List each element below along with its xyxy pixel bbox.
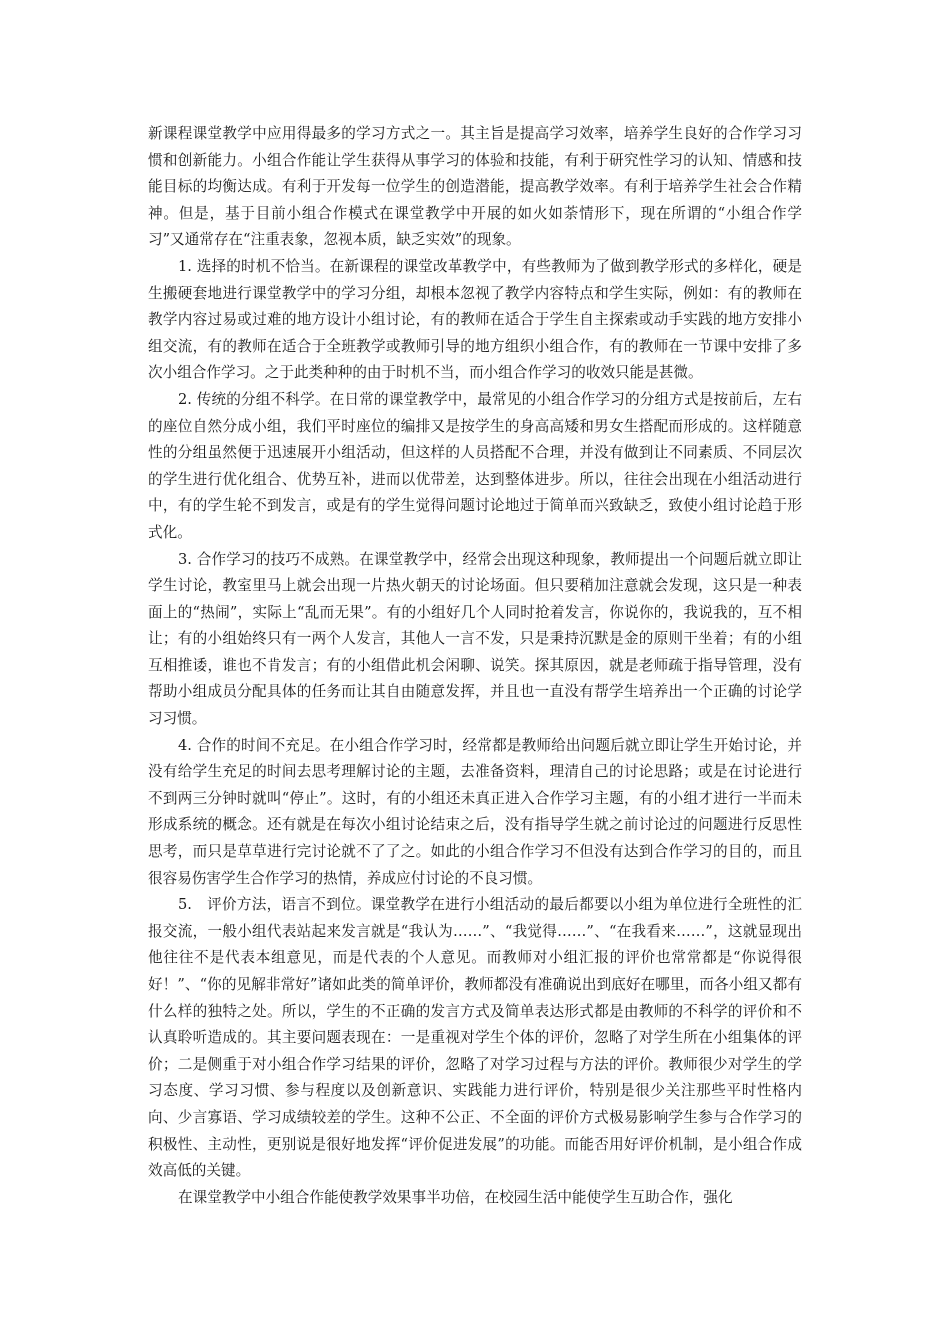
paragraph-conclusion: 在课堂教学中小组合作能使教学效果事半功倍，在校园生活中能使学生互助合作，强化: [178, 1188, 733, 1206]
paragraph-point-3: 3. 合作学习的技巧不成熟。在课堂教学中，经常会出现这种现象，教师提出一个问题后就立即让学生讨论，教室里马上就会出现一片热火朝天的讨论场面。但只要稍加注意就会发现，这只是一种表面上的“热闹”，实际上“乱而无果”。有的小组好几个人同时抢着发言，你说你的，我说我的，互不相让；有的小组始终只有一两个人发言，其他人一言不发，只是秉持沉默是金的原则干坐着；有的小组互相推诿，谁也不肯发言；有的小组借此机会闲聊、说笑。探其原因，就是老师疏于指导管理，没有帮助小组成员分配具体的任务而让其自由随意发挥，并且也一直没有帮学生培养出一个正确的讨论学习习惯。: [148, 550, 802, 728]
paragraph-intro: 新课程课堂教学中应用得最多的学习方式之一。其主旨是提高学习效率，培养学生良好的合作学习习惯和创新能力。小组合作能让学生获得从事学习的体验和技能，有利于研究性学习的认知、情感和技能目标的均衡达成。有利于开发每一位学生的创造潜能，提高教学效率。有利于培养学生社会合作精神。但是，基于目前小组合作模式在课堂教学中开展的如火如荼情形下，现在所谓的“小组合作学习”又通常存在“注重表象，忽视本质，缺乏实效”的现象。: [148, 125, 802, 249]
paragraph-point-4: 4. 合作的时间不充足。在小组合作学习时，经常都是教师给出问题后就立即让学生开始讨论，并没有给学生充足的时间去思考理解讨论的主题，去准备资料，理清自己的讨论思路；或是在讨论进行不到两三分钟时就叫“停止”。这时，有的小组还未真正进入合作学习主题，有的小组才进行一半而未形成系统的概念。还有就是在每次小组讨论结束之后，没有指导学生就之前讨论过的问题进行反思性思考，而只是草草进行完讨论就不了了之。如此的小组合作学习不但没有达到合作学习的目的，而且很容易伤害学生合作学习的热情，养成应付讨论的不良习惯。: [148, 736, 802, 887]
paragraph-point-1: 1. 选择的时机不恰当。在新课程的课堂改革教学中，有些教师为了做到教学形式的多样化，硬是生搬硬套地进行课堂教学中的学习分组，却根本忽视了教学内容特点和学生实际，例如：有的教师在教学内容过易或过难的地方设计小组讨论，有的教师在适合于学生自主探索或动手实践的地方安排小组交流，有的教师在适合于全班教学或教师引导的地方组织小组合作，有的教师在一节课中安排了多次小组合作学习。之于此类种种的由于时机不当，而小组合作学习的收效只能是甚微。: [148, 257, 802, 382]
paragraph-point-5: 5. 评价方法，语言不到位。课堂教学在进行小组活动的最后都要以小组为单位进行全班性的汇报交流，一般小组代表站起来发言就是“我认为……”、“我觉得……”、“在我看来……”，这就显现出他往往不是代表本组意见，而是代表的个人意见。而教师对小组汇报的评价也常常都是“你说得很好！”、“你的见解非常好”诸如此类的简单评价，教师都没有准确说出到底好在哪里，而各小组又都有什么样的独特之处。所以，学生的不正确的发言方式及简单表达形式都是由教师的不科学的评价和不认真聆听造成的。其主要问题表现在：一是重视对学生个体的评价，忽略了对学生所在小组集体的评价；二是侧重于对小组合作学习结果的评价，忽略了对学习过程与方法的评价。教师很少对学生的学习态度、学习习惯、参与程度以及创新意识、实践能力进行评价，特别是很少关注那些平时性格内向、少言寡语、学习成绩较差的学生。这种不公正、不全面的评价方式极易影响学生参与合作学习的积极性、主动性，更别说是很好地发挥“评价促进发展”的功能。而能否用好评价机制，是小组合作成效高低的关键。: [148, 896, 802, 1180]
paragraph-point-2: 2. 传统的分组不科学。在日常的课堂教学中，最常见的小组合作学习的分组方式是按前后，左右的座位自然分成小组，我们平时座位的编排又是按学生的身高高矮和男女生搭配而形成的。这样随意性的分组虽然便于迅速展开小组活动，但这样的人员搭配不合理，并没有做到让不同素质、不同层次的学生进行优化组合、优势互补，进而以优带差，达到整体进步。所以，往往会出现在小组活动进行中，有的学生轮不到发言，或是有的学生觉得问题讨论地过于简单而兴致缺乏，致使小组讨论趋于形式化。: [148, 390, 802, 541]
